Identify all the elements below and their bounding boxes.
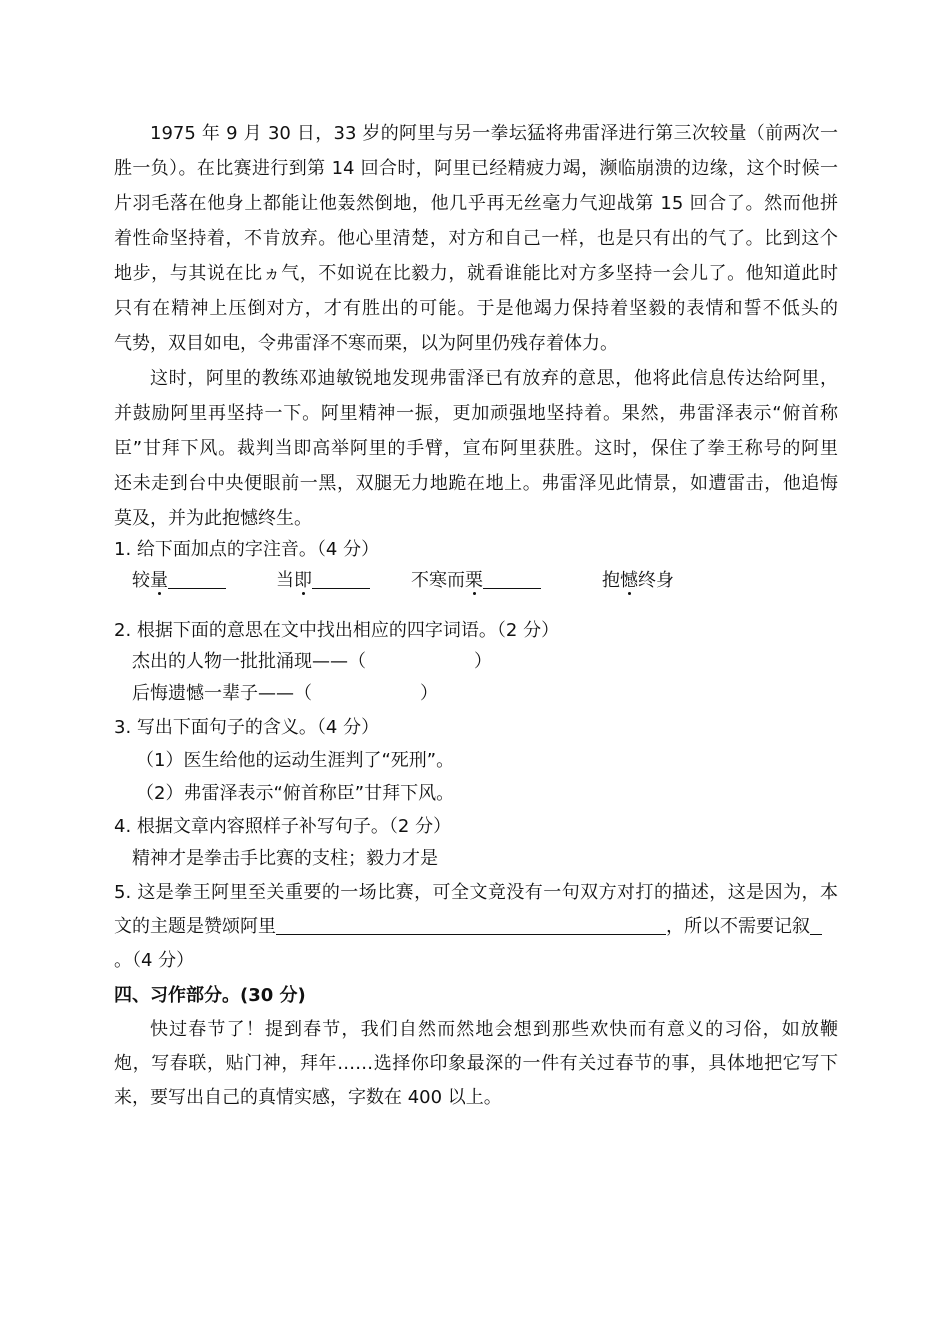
q1-item-1 xyxy=(132,564,226,598)
passage-p2-line-5: 莫及，并为此抱憾终生。 xyxy=(114,508,312,529)
passage-p2-line-3: 臣”甘拜下风。裁判当即高举阿里的手臂，宣布阿里获胜。这时，保住了拳王称号的阿里 xyxy=(114,438,838,459)
q1-item-1-dotted-char: 量 xyxy=(150,570,168,591)
section-4-line-1: 快过春节了！提到春节，我们自然而然地会想到那些欢快而有意义的习俗，如放鞭 xyxy=(150,1019,838,1040)
q4-line: 精神才是拳击手比赛的支柱；毅力才是 xyxy=(132,848,438,869)
q5-line-2-post: ，所以不需要记叙 xyxy=(666,916,810,937)
q5-line-2 xyxy=(114,910,838,944)
passage-p1-line-6: 只有在精神上压倒对方，才有胜出的可能。于是他竭力保持着坚毅的表情和誓不低头的 xyxy=(114,298,838,319)
q2-item-1 xyxy=(132,645,838,679)
q1-title: 1. 给下面加点的字注音。（4 分） xyxy=(114,539,380,560)
q1-item-3 xyxy=(411,564,541,598)
q2-title: 2. 根据下面的意思在文中找出相应的四字词语。（2 分） xyxy=(114,620,560,641)
q1-item-1-answer-blank[interactable] xyxy=(168,568,226,589)
section-4-heading: 四、习作部分。(30 分) xyxy=(114,985,306,1006)
q1-item-4-post: 终身 xyxy=(638,570,674,591)
q5-answer-blank-2[interactable] xyxy=(810,914,822,935)
q5-line-1: 5. 这是拳王阿里至关重要的一场比赛，可全文竟没有一句双方对打的描述，这是因为，本 xyxy=(114,882,838,903)
q1-item-2-dotted-char: 即 xyxy=(294,570,312,591)
passage-p1-line-1: 1975 年 9 月 30 日，33 岁的阿里与另一拳坛猛将弗雷泽进行第三次较量（前两次一 xyxy=(150,123,838,144)
q1-item-3-pre: 不寒而 xyxy=(411,570,465,591)
q3-title: 3. 写出下面句子的含义。（4 分） xyxy=(114,717,380,738)
q5-line-3: 。（4 分） xyxy=(114,950,195,971)
q3-item-1: （1）医生给他的运动生涯判了“死刑”。 xyxy=(136,750,455,771)
section-4-line-2: 炮，写春联，贴门神，拜年……选择你印象最深的一件有关过春节的事，具体地把它写下 xyxy=(114,1053,838,1074)
q4-title: 4. 根据文章内容照样子补写句子。（2 分） xyxy=(114,816,452,837)
q1-item-4-pre: 抱 xyxy=(602,570,620,591)
q5-line-2-pre: 文的主题是赞颂阿里 xyxy=(114,916,276,937)
q2-item-1-close: ） xyxy=(474,651,492,672)
q1-item-3-dotted-char: 栗 xyxy=(465,570,483,591)
q1-item-2 xyxy=(276,564,370,598)
q1-item-2-answer-blank[interactable] xyxy=(312,568,370,589)
q1-item-4-dotted-char: 憾 xyxy=(620,570,638,591)
passage-p2-line-4: 还未走到台中央便眼前一黑，双腿无力地跪在地上。弗雷泽见此情景，如遭雷击，他追悔 xyxy=(114,473,838,494)
passage-p1-line-4: 着性命坚持着，不肯放弃。他心里清楚，对方和自己一样，也是只有出的气了。比到这个 xyxy=(114,228,838,249)
q1-item-3-answer-blank[interactable] xyxy=(483,568,541,589)
passage-p1-line-3: 片羽毛落在他身上都能让他轰然倒地，他几乎再无丝毫力气迎战第 15 回合了。然而他拼 xyxy=(114,193,838,214)
q5-answer-blank[interactable] xyxy=(276,914,666,935)
q3-item-2: （2）弗雷泽表示“俯首称臣”甘拜下风。 xyxy=(136,783,455,804)
passage-p1-line-5: 地步，与其说在比ヵ气，不如说在比毅力，就看谁能比对方多坚持一会儿了。他知道此时 xyxy=(114,263,838,284)
q2-item-2-text: 后悔遗憾一辈子——（ xyxy=(132,683,312,704)
q2-item-2-close: ） xyxy=(420,683,438,704)
section-4-line-3: 来，要写出自己的真情实感，字数在 400 以上。 xyxy=(114,1087,502,1108)
passage-p1-line-2: 胜一负）。在比赛进行到第 14 回合时，阿里已经精疲力竭，濒临崩溃的边缘，这个时候一 xyxy=(114,158,838,179)
q1-item-4 xyxy=(602,564,674,598)
passage-p2-line-2: 并鼓励阿里再坚持一下。阿里精神一振，更加顽强地坚持着。果然，弗雷泽表示“俯首称 xyxy=(114,403,838,424)
passage-p2-line-1: 这时，阿里的教练邓迪敏锐地发现弗雷泽已有放弃的意思，他将此信息传达给阿里， xyxy=(150,368,838,389)
q2-item-1-text: 杰出的人物一批批涌现——（ xyxy=(132,651,366,672)
passage-p1-line-7: 气势，双目如电，令弗雷泽不寒而栗，以为阿里仍残存着体力。 xyxy=(114,333,618,354)
q2-item-2 xyxy=(132,677,838,711)
q1-item-1-pre: 较 xyxy=(132,570,150,591)
q1-item-2-pre: 当 xyxy=(276,570,294,591)
